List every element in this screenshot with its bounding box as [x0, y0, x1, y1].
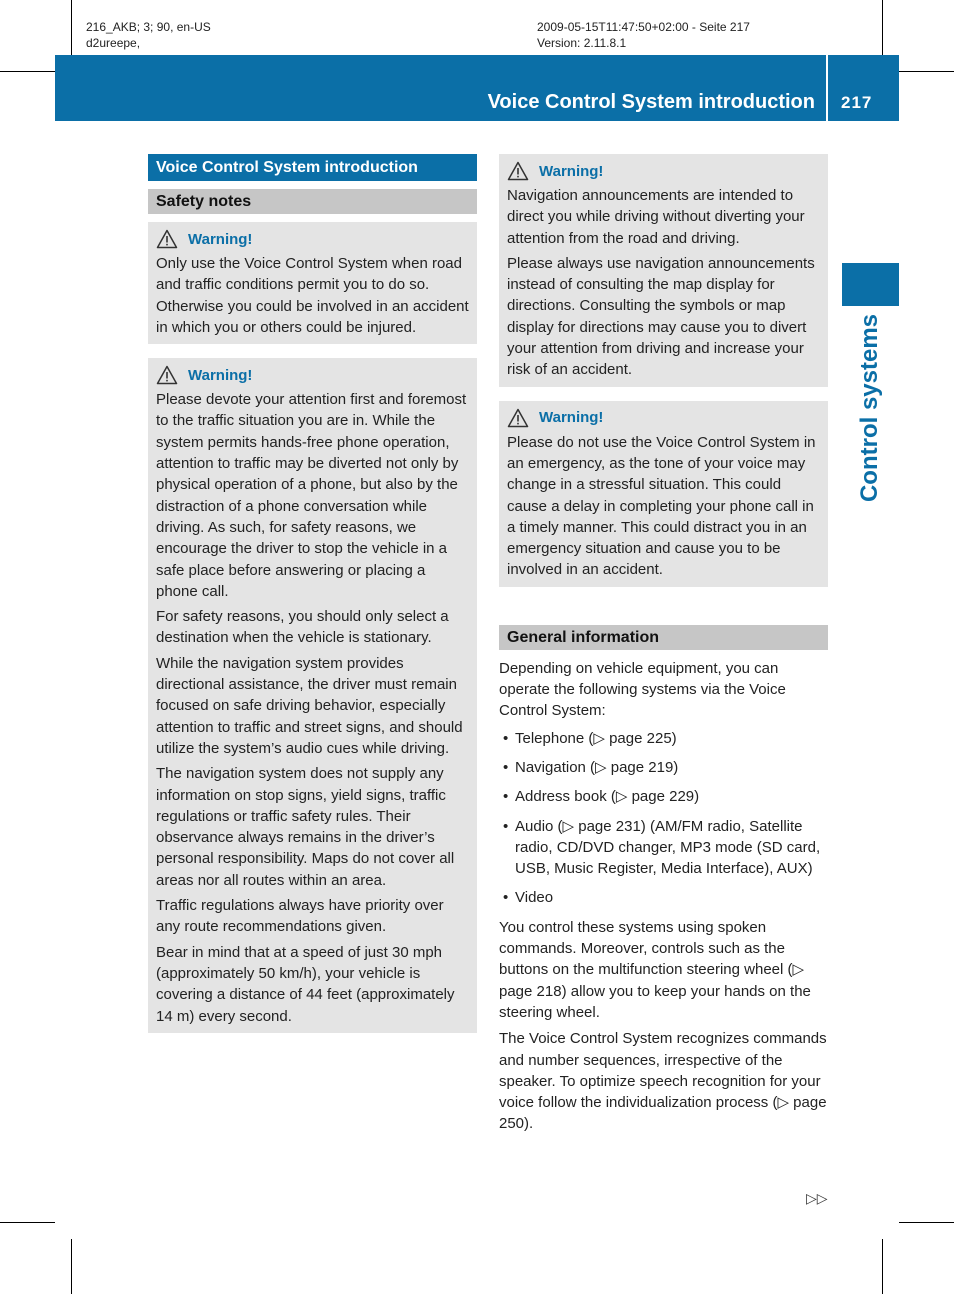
meta-line: Version: 2.11.8.1	[537, 36, 627, 50]
meta-line: d2ureepe,	[86, 36, 141, 50]
crop-mark	[0, 1222, 55, 1223]
warning-header	[156, 364, 469, 386]
warning-paragraph: For safety reasons, you should only select a destination when the vehicle is stationary.	[156, 608, 449, 647]
warning-header	[507, 407, 820, 429]
warning-text: Please do not use the Voice Control System in an emergency, as the tone of your voice may change in a stressful situation. This could cause a delay in completing your phone call in a timely manner. This could distract you in an emergency situation and cause you to be involved in an accident.	[507, 433, 816, 579]
list-item: • Telephone (▷ page 225)	[499, 728, 828, 749]
general-information-body	[499, 658, 828, 1135]
body-paragraph: You control these systems using spoken commands. Moreover, controls such as the buttons on the multifunction steering wheel (▷ page 218) allow you to keep your hands on the steering wheel.	[499, 918, 811, 1021]
meta-line: 2009-05-15T11:47:50+02:00 - Seite 217	[537, 20, 750, 34]
crop-mark	[882, 0, 883, 55]
section-title: Voice Control System introduction	[148, 154, 477, 181]
page-header-banner	[55, 55, 899, 121]
list-item: • Audio (▷ page 231) (AM/FM radio, Satellite radio, CD/DVD changer, MP3 mode (SD card, USB, Music Register, Media Interface), AUX)	[499, 816, 828, 880]
list-item: • Video	[499, 887, 828, 908]
warning-label: Warning!	[539, 409, 604, 427]
warning-text: Only use the Voice Control System when road and traffic conditions permit you to do so. Otherwise you could be involved in an accident in which you or others could be injured.	[156, 255, 469, 336]
crop-mark	[71, 1239, 72, 1294]
body-paragraph: The Voice Control System recognizes commands and number sequences, irrespective of the speaker. To optimize speech recognition for your voice follow the individualization process (▷ page 250).	[499, 1030, 827, 1133]
crop-mark	[71, 0, 72, 55]
warning-triangle-icon	[507, 161, 529, 181]
warning-label: Warning!	[539, 162, 604, 180]
crop-mark	[0, 71, 55, 72]
chapter-tab	[842, 263, 899, 306]
right-column	[499, 154, 828, 1135]
list-item: • Address book (▷ page 229)	[499, 786, 828, 807]
warning-paragraph: While the navigation system provides directional assistance, the driver must remain focused on safe driving behavior, especially attention to traffic and street signs, and should utilize the system’s audio cues while driving.	[156, 654, 463, 757]
continue-marker: ▷▷	[806, 1190, 828, 1206]
systems-list	[499, 728, 828, 909]
warning-paragraph: Please always use navigation announcements instead of consulting the map display for directions. Consulting the symbols or map display for directions may cause you to divert your attention from driving and increase your risk of an accident.	[507, 254, 815, 379]
crop-mark	[899, 1222, 954, 1223]
body-paragraph: Depending on vehicle equipment, you can operate the following systems via the Voice Control System:	[499, 659, 786, 720]
list-item: • Navigation (▷ page 219)	[499, 757, 828, 778]
meta-line: 216_AKB; 3; 90, en-US	[86, 20, 211, 34]
warning-triangle-icon	[156, 365, 178, 385]
warning-box	[148, 222, 477, 344]
warning-paragraph: Bear in mind that at a speed of just 30 mph (approximately 50 km/h), your vehicle is covering a distance of 44 feet (approximately 14 m) every second.	[156, 943, 455, 1025]
page-header-title: Voice Control System introduction	[487, 91, 815, 113]
warning-box	[499, 154, 828, 387]
warning-label: Warning!	[188, 366, 253, 384]
header-meta-left	[86, 19, 211, 51]
warning-paragraph: Navigation announcements are intended to direct you while driving without diverting your attention from the road and driving.	[507, 187, 805, 247]
left-column	[148, 154, 477, 1033]
chapter-label: Control systems	[856, 313, 883, 503]
subsection-title: Safety notes	[148, 189, 477, 214]
warning-paragraph: The navigation system does not supply any information on stop signs, yield signs, traffic regulations or traffic safety rules. Their observance always remains in the driver’s personal responsibility. Maps do not cover all areas nor all routes within an area.	[156, 765, 455, 889]
header-meta-right	[537, 19, 750, 51]
warning-box	[499, 401, 828, 587]
warning-header	[156, 228, 469, 250]
banner-divider	[826, 55, 828, 121]
subsection-title: General information	[499, 625, 828, 650]
warning-label: Warning!	[188, 230, 253, 248]
crop-mark	[882, 1239, 883, 1294]
warning-paragraph: Please devote your attention first and foremost to the traffic situation you are in. While the system permits hands-free phone operation, attention to traffic may be diverted not only by physical operation of a phone, but also by the distraction of a phone conversation while driving. As such, for safety reasons, we encourage the driver to stop the vehicle in a safe place before answering or placing a phone call.	[156, 391, 467, 600]
crop-mark	[899, 71, 954, 72]
warning-box	[148, 358, 477, 1033]
warning-header	[507, 160, 820, 182]
warning-paragraph: Traffic regulations always have priority over any route recommendations given.	[156, 897, 444, 936]
warning-triangle-icon	[156, 229, 178, 249]
warning-triangle-icon	[507, 408, 529, 428]
page-number: 217	[841, 93, 873, 112]
